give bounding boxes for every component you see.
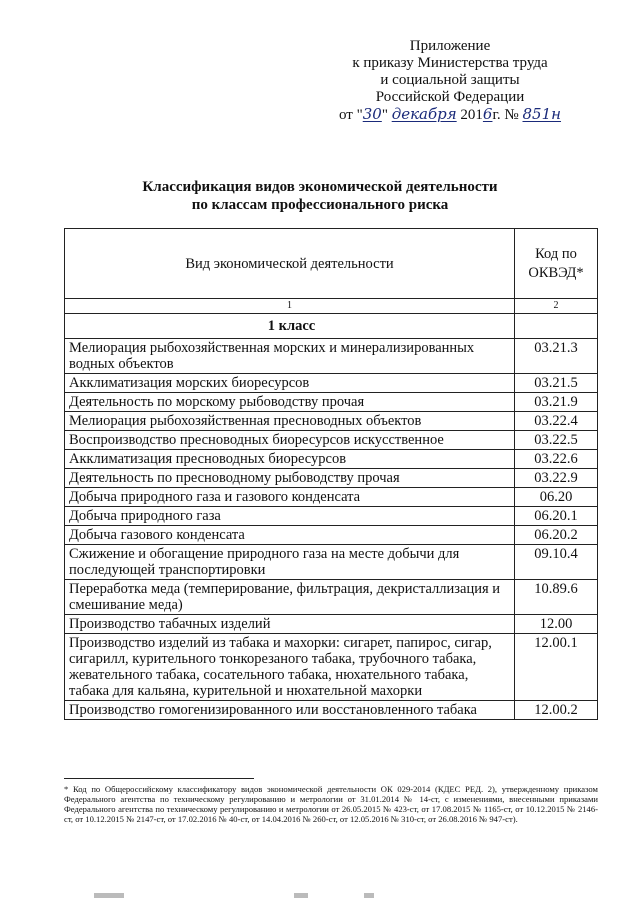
footnote: * Код по Общероссийскому классификатору видов экономической деятельности ОК 029-2014 (КДЕС РЕД. 2), утвержденному приказом Федерального агентства по техническому регулированию и метрологии от 31.01.2014 № 14-ст, с изменениями, внесенными приказами Федерального агентства по техническому регулированию и метрологии от 26.05.2015 № 423-ст, от 17.08.2015 № 1165-ст, от 10.12.2015 № 2146-ст, от 10.12.2015 № 2147-ст, от 17.02.2016 № 40-ст, от 14.04.2016 № 260-ст, от 12.05.2016 № 310-ст, от 26.08.2016 № 947-ст).	[64, 784, 598, 824]
activity-cell: Производство гомогенизированного или восстановленного табака	[65, 701, 515, 720]
okved-code-cell: 06.20.2	[515, 526, 598, 545]
activity-cell: Переработка меда (темперирование, фильтрация, декристаллизация и смешивание меда)	[65, 580, 515, 615]
activity-cell: Добыча природного газа и газового конденсата	[65, 488, 515, 507]
table-row	[65, 545, 598, 580]
okved-code-cell: 03.22.9	[515, 469, 598, 488]
footnote-divider	[64, 778, 254, 779]
handwritten-month: декабря	[391, 105, 457, 123]
okved-code-cell: 03.21.3	[515, 339, 598, 374]
activity-cell: Добыча природного газа	[65, 507, 515, 526]
okved-code-cell: 06.20	[515, 488, 598, 507]
class-row	[65, 314, 598, 339]
appendix-order-ref: к приказу Министерства труда	[352, 55, 548, 71]
okved-code-cell: 10.89.6	[515, 580, 598, 615]
activity-cell: Деятельность по морскому рыбоводству прочая	[65, 393, 515, 412]
activity-cell: Мелиорация рыбохозяйственная морских и минерализированных водных объектов	[65, 339, 515, 374]
title-line-1: Классификация видов экономической деятельности	[142, 179, 498, 195]
table-row	[65, 469, 598, 488]
okved-code-cell: 03.22.6	[515, 450, 598, 469]
table-row	[65, 412, 598, 431]
scan-edge-marks	[64, 893, 584, 899]
okved-code-cell: 12.00.2	[515, 701, 598, 720]
table-row	[65, 488, 598, 507]
activity-cell: Воспроизводство пресноводных биоресурсов искусственное	[65, 431, 515, 450]
table-row	[65, 507, 598, 526]
table-row	[65, 374, 598, 393]
column-number-row	[65, 299, 598, 314]
class-label: 1 класс	[65, 314, 515, 339]
activity-cell: Акклиматизация пресноводных биоресурсов	[65, 450, 515, 469]
appendix-date-line	[330, 106, 570, 124]
okved-code-cell: 03.22.4	[515, 412, 598, 431]
header-activity: Вид экономической деятельности	[65, 229, 515, 299]
year-prefix: 201	[456, 107, 483, 123]
table-row	[65, 431, 598, 450]
table-row	[65, 615, 598, 634]
okved-code-cell: 12.00.1	[515, 634, 598, 701]
class-code-empty	[515, 314, 598, 339]
table-row	[65, 339, 598, 374]
table-header-row	[65, 229, 598, 299]
activity-cell: Акклиматизация морских биоресурсов	[65, 374, 515, 393]
table-row	[65, 526, 598, 545]
activity-cell: Добыча газового конденсата	[65, 526, 515, 545]
okved-code-cell: 03.22.5	[515, 431, 598, 450]
handwritten-year-digit: 6	[482, 105, 493, 123]
title-line-2: по классам профессионального риска	[191, 197, 449, 213]
activity-cell: Производство табачных изделий	[65, 615, 515, 634]
number-label: г. №	[492, 107, 523, 123]
table-row	[65, 450, 598, 469]
date-prefix: от "	[338, 107, 363, 123]
appendix-ministry: и социальной защиты	[380, 72, 520, 88]
table-row	[65, 701, 598, 720]
handwritten-day: 30	[362, 105, 382, 123]
column-number-1: 1	[65, 299, 515, 314]
okved-code-cell: 06.20.1	[515, 507, 598, 526]
activity-cell: Производство изделий из табака и махорки: сигарет, папирос, сигар, сигарилл, курительного тонкорезаного табака, трубочного табака, жевательного табака, сосательного табака, нюхательного табака, табака для кальяна, курительной и нюхательной махорки	[65, 634, 515, 701]
document-title	[60, 178, 580, 214]
table-row	[65, 393, 598, 412]
table-row	[65, 580, 598, 615]
okved-code-cell: 12.00	[515, 615, 598, 634]
activity-cell: Сжижение и обогащение природного газа на месте добычи для последующей транспортировки	[65, 545, 515, 580]
classification-table	[64, 228, 598, 720]
okved-code-cell: 09.10.4	[515, 545, 598, 580]
activity-cell: Мелиорация рыбохозяйственная пресноводных объектов	[65, 412, 515, 431]
handwritten-order-number: 851н	[522, 105, 562, 123]
appendix-label: Приложение	[409, 38, 491, 54]
column-number-2: 2	[515, 299, 598, 314]
appendix-country: Российской Федерации	[375, 89, 525, 105]
header-code: Код по ОКВЭД*	[515, 229, 598, 299]
okved-code-cell: 03.21.5	[515, 374, 598, 393]
appendix-header	[330, 38, 570, 124]
date-mid: "	[381, 107, 392, 123]
okved-code-cell: 03.21.9	[515, 393, 598, 412]
activity-cell: Деятельность по пресноводному рыбоводству прочая	[65, 469, 515, 488]
table-row	[65, 634, 598, 701]
